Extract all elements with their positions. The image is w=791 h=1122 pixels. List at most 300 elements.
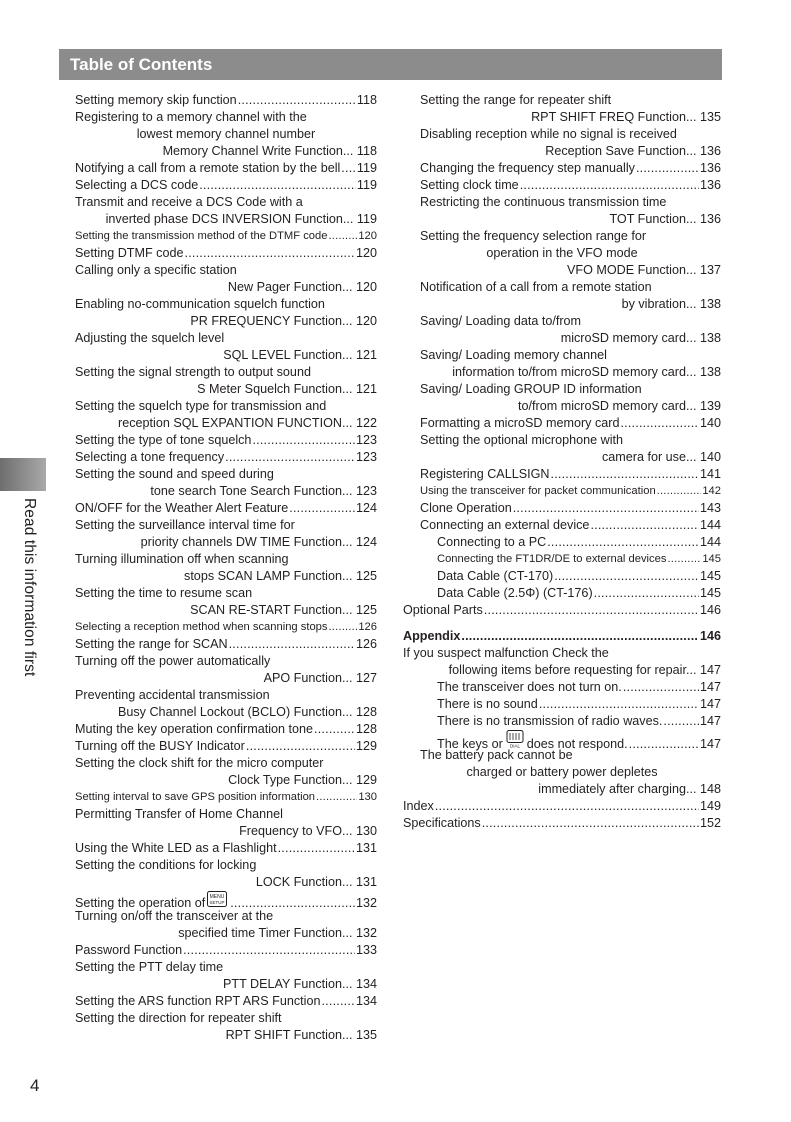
toc-entry-title: Index	[403, 799, 434, 813]
toc-page-number: 147	[699, 697, 721, 711]
leader-dots	[657, 483, 702, 500]
toc-page-number: 136	[696, 144, 721, 158]
toc-entry[interactable]	[75, 908, 377, 925]
leader-dots: ...	[341, 1028, 353, 1042]
toc-entry-title: S Meter Squelch Function	[197, 382, 342, 396]
menu-setup-key-icon	[207, 891, 227, 907]
toc-entry-title: Permitting Transfer of Home Channel	[75, 807, 283, 821]
toc-entry-title: Setting the time to resume scan	[75, 586, 253, 600]
toc-entry[interactable]	[75, 772, 377, 789]
toc-entry-title: Saving/ Loading data to/from	[420, 314, 582, 328]
toc-page-number: 121	[352, 382, 377, 396]
toc-entry-title: Calling only a specific station	[75, 263, 237, 277]
toc-page-number: 143	[699, 501, 721, 515]
toc-entry-title: information to/from microSD memory card	[452, 365, 686, 379]
toc-entry[interactable]	[403, 585, 721, 602]
toc-page-number: 128	[355, 722, 377, 736]
toc-page-number: 141	[699, 467, 721, 481]
toc-entry[interactable]	[403, 781, 721, 798]
toc-page-number: 132	[352, 926, 377, 940]
toc-entry[interactable]	[75, 891, 377, 908]
leader-dots	[667, 551, 701, 568]
toc-page-number: 147	[696, 663, 721, 677]
toc-entry-title: PR FREQUENCY Function	[190, 314, 342, 328]
toc-entry[interactable]	[75, 313, 377, 330]
toc-entry[interactable]	[403, 177, 721, 194]
toc-entry[interactable]	[403, 347, 721, 364]
toc-entry[interactable]	[75, 585, 377, 602]
toc-page-number: 120	[358, 230, 377, 242]
toc-entry[interactable]	[403, 696, 721, 713]
toc-entry[interactable]	[75, 1010, 377, 1027]
toc-entry-title: Reception Save Function	[545, 144, 686, 158]
section-tab-marker	[0, 458, 46, 491]
toc-entry[interactable]	[75, 704, 377, 721]
leader-dots	[539, 696, 699, 713]
leader-dots: ...	[341, 705, 353, 719]
toc-page-number: 144	[699, 535, 721, 549]
toc-header-bar	[59, 49, 722, 80]
toc-page-number: 123	[355, 433, 377, 447]
toc-entry-title: Password Function	[75, 943, 183, 957]
toc-page-number: 119	[356, 178, 377, 192]
toc-page-number: 120	[355, 246, 377, 260]
toc-page-number: 134	[355, 994, 377, 1008]
toc-entry-title: microSD memory card	[560, 331, 686, 345]
toc-page-number: 145	[699, 586, 721, 600]
toc-page-number: 140	[696, 450, 721, 464]
toc-entry-title: Connecting an external device	[420, 518, 590, 532]
toc-entry-title: specified time Timer Function	[178, 926, 342, 940]
toc-entry-title: The transceiver does not turn on.	[437, 680, 622, 694]
toc-entry[interactable]	[403, 730, 721, 751]
toc-entry[interactable]	[403, 160, 721, 177]
leader-dots	[314, 721, 355, 738]
leader-dots	[229, 636, 355, 653]
toc-page-number: 136	[699, 161, 721, 175]
toc-entry-title: Formatting a microSD memory card	[420, 416, 620, 430]
toc-entry-title: Memory Channel Write Function	[162, 144, 343, 158]
toc-entry-title: RPT SHIFT FREQ Function	[531, 110, 686, 124]
toc-page-number: 123	[352, 484, 377, 498]
toc-entry[interactable]	[75, 976, 377, 993]
leader-dots: ...	[685, 331, 697, 345]
toc-entry-title: Setting the sound and speed during	[75, 467, 274, 481]
toc-entry[interactable]	[75, 449, 377, 466]
toc-entry[interactable]	[75, 653, 377, 670]
toc-entry[interactable]	[403, 466, 721, 483]
toc-entry[interactable]	[403, 313, 721, 330]
toc-entry[interactable]	[403, 364, 721, 381]
toc-entry[interactable]	[75, 619, 377, 636]
toc-entry[interactable]	[75, 126, 377, 143]
toc-entry[interactable]	[403, 381, 721, 398]
toc-entry[interactable]	[403, 92, 721, 109]
toc-page-number: 130	[352, 824, 377, 838]
toc-entry[interactable]	[403, 330, 721, 347]
toc-entry-title: Enabling no-communication squelch function	[75, 297, 325, 311]
toc-entry[interactable]	[75, 92, 377, 109]
toc-page-number: 129	[352, 773, 377, 787]
toc-entry[interactable]	[403, 747, 721, 764]
leader-dots	[551, 466, 699, 483]
leader-dots: ...	[341, 314, 353, 328]
toc-entry-title: RPT SHIFT Function	[225, 1028, 342, 1042]
toc-page-number: 122	[352, 416, 377, 430]
toc-entry-title: There is no transmission of radio waves.	[437, 714, 663, 728]
leader-dots	[435, 798, 699, 815]
toc-entry[interactable]	[75, 330, 377, 347]
leader-dots	[238, 92, 356, 109]
toc-entry-title: Setting the surveillance interval time for	[75, 518, 295, 532]
toc-page-number: 136	[696, 212, 721, 226]
toc-entry[interactable]	[403, 534, 721, 551]
svg-text:MENU: MENU	[209, 894, 225, 900]
toc-entry-title: SCAN RE-START Function	[190, 603, 342, 617]
toc-page-number: 121	[352, 348, 377, 362]
toc-entry[interactable]	[403, 483, 721, 500]
leader-dots	[341, 160, 356, 177]
toc-page-number: 139	[696, 399, 721, 413]
toc-entry-title: Registering to a memory channel with the	[75, 110, 307, 124]
toc-entry[interactable]	[403, 262, 721, 279]
leader-dots: ...	[341, 416, 353, 430]
toc-spacer	[403, 619, 721, 628]
toc-page-number: 119	[353, 212, 377, 226]
toc-left-column	[75, 92, 377, 1044]
leader-dots: ...	[342, 212, 354, 226]
toc-entry[interactable]	[403, 228, 721, 245]
toc-page-number: 135	[696, 110, 721, 124]
leader-dots: ...	[685, 399, 697, 413]
leader-dots	[513, 500, 699, 517]
leader-dots: ...	[341, 671, 353, 685]
toc-entry-title: charged or battery power depletes	[466, 765, 658, 779]
toc-entry-title: Setting clock time	[420, 178, 519, 192]
toc-entry[interactable]	[403, 126, 721, 143]
toc-entry[interactable]	[403, 245, 721, 262]
toc-entry-title: Setting memory skip function	[75, 93, 237, 107]
leader-dots	[623, 679, 699, 696]
toc-entry[interactable]	[75, 500, 377, 517]
toc-page-number: 148	[696, 782, 721, 796]
toc-page-number: 140	[699, 416, 721, 430]
toc-page-number: 147	[699, 737, 721, 751]
leader-dots: ...	[685, 297, 697, 311]
toc-entry[interactable]	[75, 806, 377, 823]
leader-dots: ...	[341, 569, 353, 583]
toc-entry[interactable]	[403, 194, 721, 211]
toc-entry[interactable]	[75, 789, 377, 806]
toc-entry[interactable]	[403, 500, 721, 517]
toc-entry[interactable]	[75, 959, 377, 976]
toc-entry-title: ON/OFF for the Weather Alert Feature	[75, 501, 289, 515]
leader-dots	[316, 789, 357, 806]
toc-entry-title: PTT DELAY Function	[222, 977, 342, 991]
toc-entry-title: New Pager Function	[227, 280, 342, 294]
toc-page-number: 120	[352, 280, 377, 294]
toc-entry[interactable]	[75, 925, 377, 942]
toc-page-number: 134	[352, 977, 377, 991]
toc-entry-title: Connecting to a PC	[437, 535, 547, 549]
toc-entry[interactable]	[403, 568, 721, 585]
toc-entry-title: Setting the clock shift for the micro computer	[75, 756, 324, 770]
leader-dots	[185, 245, 355, 262]
leader-dots: ...	[341, 875, 353, 889]
leader-dots: ...	[685, 144, 697, 158]
leader-dots	[461, 628, 699, 645]
toc-entry[interactable]	[403, 415, 721, 432]
toc-entry[interactable]	[75, 364, 377, 381]
toc-entry-title: Setting the squelch type for transmission and	[75, 399, 327, 413]
leader-dots: ...	[341, 484, 353, 498]
toc-entry-title: Setting the optional microphone with	[420, 433, 624, 447]
toc-entry[interactable]	[75, 840, 377, 857]
toc-entry[interactable]	[403, 296, 721, 313]
toc-entry-title: Optional Parts	[403, 603, 483, 617]
toc-page-number: 147	[699, 714, 721, 728]
toc-entry[interactable]	[75, 109, 377, 126]
toc-entry[interactable]	[75, 194, 377, 211]
toc-entry[interactable]	[403, 279, 721, 296]
toc-entry-title: Frequency to VFO	[239, 824, 342, 838]
toc-entry-title: by vibration	[621, 297, 686, 311]
toc-page-number: 133	[355, 943, 377, 957]
toc-page-number: 135	[352, 1028, 377, 1042]
toc-entry[interactable]	[403, 551, 721, 568]
leader-dots	[547, 534, 699, 551]
toc-page-number: 124	[352, 535, 377, 549]
toc-entry-title: Selecting a reception method when scanning stops	[75, 621, 328, 633]
toc-page-number: 124	[355, 501, 377, 515]
toc-entry[interactable]	[75, 738, 377, 755]
toc-entry-title: Saving/ Loading memory channel	[420, 348, 607, 362]
toc-entry-title: Changing the frequency step manually	[420, 161, 635, 175]
toc-entry[interactable]	[75, 1027, 377, 1044]
leader-dots: ...	[341, 773, 353, 787]
toc-entry[interactable]	[75, 143, 377, 160]
svg-text:DIAL: DIAL	[509, 743, 520, 748]
toc-entry[interactable]	[403, 109, 721, 126]
toc-entry[interactable]	[75, 568, 377, 585]
toc-entry[interactable]	[403, 713, 721, 730]
toc-entry[interactable]	[75, 466, 377, 483]
toc-entry[interactable]	[75, 721, 377, 738]
toc-entry[interactable]	[75, 245, 377, 262]
toc-entry-title: Setting the signal strength to output sound	[75, 365, 311, 379]
toc-entry[interactable]	[75, 517, 377, 534]
toc-page-number: 137	[696, 263, 721, 277]
toc-entry[interactable]	[75, 296, 377, 313]
toc-entry-title: to/from microSD memory card	[518, 399, 686, 413]
toc-page-number: 152	[699, 816, 721, 830]
toc-entry[interactable]	[75, 534, 377, 551]
toc-entry-title: Data Cable (2.5Φ) (CT-176)	[437, 586, 593, 600]
toc-entry[interactable]	[403, 398, 721, 415]
toc-entry[interactable]	[403, 143, 721, 160]
toc-entry[interactable]	[75, 211, 377, 228]
toc-entry-title: Selecting a tone frequency	[75, 450, 225, 464]
toc-entry-title: Notification of a call from a remote station	[420, 280, 652, 294]
toc-entry-title: Using the transceiver for packet communication	[420, 485, 656, 497]
leader-dots: ...	[341, 348, 353, 362]
toc-page-number: 149	[699, 799, 721, 813]
leader-dots	[246, 738, 355, 755]
leader-dots	[199, 177, 356, 194]
toc-entry-title: Clone Operation	[420, 501, 512, 515]
toc-entry-title: Data Cable (CT-170)	[437, 569, 554, 583]
leader-dots	[594, 585, 699, 602]
leader-dots	[278, 840, 355, 857]
toc-entry-title: Setting the conditions for locking	[75, 858, 257, 872]
toc-page-number: 126	[358, 621, 377, 633]
toc-entry[interactable]	[403, 432, 721, 449]
toc-page-number: 138	[696, 365, 721, 379]
toc-entry-title: LOCK Function	[255, 875, 342, 889]
toc-entry[interactable]	[75, 415, 377, 432]
toc-entry[interactable]	[403, 662, 721, 679]
toc-entry-title: immediately after charging	[538, 782, 686, 796]
toc-page-number: 138	[696, 297, 721, 311]
toc-page-number: 126	[355, 637, 377, 651]
leader-dots	[554, 568, 699, 585]
section-side-label: Read this information first	[21, 498, 38, 677]
toc-entry-title: TOT Function	[609, 212, 686, 226]
leader-dots: ...	[341, 280, 353, 294]
toc-entry[interactable]	[75, 755, 377, 772]
toc-entry-title: reception SQL EXPANTION FUNCTION	[118, 416, 342, 430]
toc-page-number: 147	[699, 680, 721, 694]
toc-entry-title: Busy Channel Lockout (BCLO) Function	[117, 705, 342, 719]
toc-entry[interactable]	[403, 449, 721, 466]
leader-dots: ...	[341, 535, 353, 549]
toc-entry[interactable]	[75, 279, 377, 296]
toc-entry-title: lowest memory channel number	[136, 127, 316, 141]
leader-dots: ...	[685, 782, 697, 796]
toc-entry-title: Restricting the continuous transmission time	[420, 195, 667, 209]
toc-entry[interactable]	[75, 432, 377, 449]
toc-entry[interactable]	[75, 483, 377, 500]
svg-text:SETUP: SETUP	[209, 900, 225, 905]
toc-entry[interactable]	[75, 398, 377, 415]
leader-dots	[636, 160, 699, 177]
toc-entry[interactable]	[75, 160, 377, 177]
toc-entry[interactable]	[403, 798, 721, 815]
toc-entry-title: Setting the PTT delay time	[75, 960, 224, 974]
toc-entry[interactable]	[75, 636, 377, 653]
toc-entry-title: Setting the frequency selection range for	[420, 229, 647, 243]
leader-dots	[484, 602, 699, 619]
toc-entry[interactable]	[75, 823, 377, 840]
leader-dots: ...	[685, 450, 697, 464]
toc-entry[interactable]	[403, 517, 721, 534]
leader-dots: ...	[685, 365, 697, 379]
toc-entry-title: Setting the type of tone squelch	[75, 433, 252, 447]
toc-entry[interactable]	[75, 670, 377, 687]
toc-entry-title: Setting the direction for repeater shift	[75, 1011, 282, 1025]
toc-entry[interactable]	[75, 347, 377, 364]
toc-entry[interactable]	[75, 857, 377, 874]
toc-page-number: 136	[699, 178, 721, 192]
toc-entry[interactable]	[75, 602, 377, 619]
toc-entry[interactable]	[403, 679, 721, 696]
toc-entry-title: Setting DTMF code	[75, 246, 184, 260]
leader-dots: ...	[342, 144, 354, 158]
toc-page-number: 131	[352, 875, 377, 889]
leader-dots	[329, 619, 358, 636]
toc-page-number: 120	[352, 314, 377, 328]
toc-entry-title-cont: does not respond.	[526, 737, 628, 751]
toc-entry-title: Clock Type Function	[228, 773, 342, 787]
leader-dots	[520, 177, 699, 194]
toc-page-number: 144	[699, 518, 721, 532]
toc-entry-title: Specifications	[403, 816, 481, 830]
toc-entry[interactable]	[75, 228, 377, 245]
leader-dots: ...	[341, 382, 353, 396]
leader-dots: ...	[685, 663, 697, 677]
toc-entry[interactable]	[75, 942, 377, 959]
toc-entry[interactable]	[75, 262, 377, 279]
toc-page-number: 146	[699, 629, 721, 643]
toc-entry[interactable]	[75, 381, 377, 398]
toc-entry-title: Adjusting the squelch level	[75, 331, 225, 345]
toc-entry-title: If you suspect malfunction Check the	[403, 646, 609, 660]
toc-page-number: 118	[353, 144, 377, 158]
page-title: Table of Contents	[70, 55, 213, 74]
leader-dots: ...	[341, 824, 353, 838]
toc-entry-title: There is no sound	[437, 697, 538, 711]
toc-entry-title: Turning illumination off when scanning	[75, 552, 289, 566]
toc-entry[interactable]	[75, 874, 377, 891]
toc-entry[interactable]	[75, 551, 377, 568]
toc-entry-title: inverted phase DCS INVERSION Function	[105, 212, 343, 226]
toc-page-number: 125	[352, 569, 377, 583]
toc-entry-title: Appendix	[403, 629, 461, 643]
leader-dots	[321, 993, 355, 1010]
dial-key-icon	[505, 730, 525, 746]
leader-dots: ...	[341, 977, 353, 991]
toc-entry-title: The battery pack cannot be	[420, 748, 573, 762]
toc-entry[interactable]	[75, 993, 377, 1010]
leader-dots	[252, 432, 355, 449]
toc-entry[interactable]	[75, 177, 377, 194]
toc-entry-title: Selecting a DCS code	[75, 178, 199, 192]
leader-dots: ...	[341, 603, 353, 617]
toc-entry-title: Saving/ Loading GROUP ID information	[420, 382, 642, 396]
toc-entry-title: Using the White LED as a Flashlight	[75, 841, 277, 855]
toc-entry[interactable]	[403, 645, 721, 662]
toc-entry[interactable]	[75, 687, 377, 704]
toc-entry-title: Setting the transmission method of the DTMF code	[75, 230, 328, 242]
toc-page-number: 142	[702, 485, 721, 497]
toc-entry-title: Disabling reception while no signal is received	[420, 127, 677, 141]
toc-entry-title: The keys or	[437, 737, 503, 751]
leader-dots	[225, 449, 355, 466]
leader-dots	[620, 415, 699, 432]
toc-entry[interactable]	[403, 211, 721, 228]
toc-page-number: 123	[355, 450, 377, 464]
toc-entry[interactable]	[403, 815, 721, 832]
toc-entry-title: VFO MODE Function	[567, 263, 686, 277]
toc-entry[interactable]	[403, 628, 721, 645]
toc-entry-title: Setting the range for repeater shift	[420, 93, 612, 107]
toc-entry[interactable]	[403, 602, 721, 619]
toc-entry-title: operation in the VFO mode	[486, 246, 638, 260]
leader-dots: ...	[685, 110, 697, 124]
toc-page-number: 125	[352, 603, 377, 617]
toc-entry[interactable]	[403, 764, 721, 781]
toc-page-number: 128	[352, 705, 377, 719]
